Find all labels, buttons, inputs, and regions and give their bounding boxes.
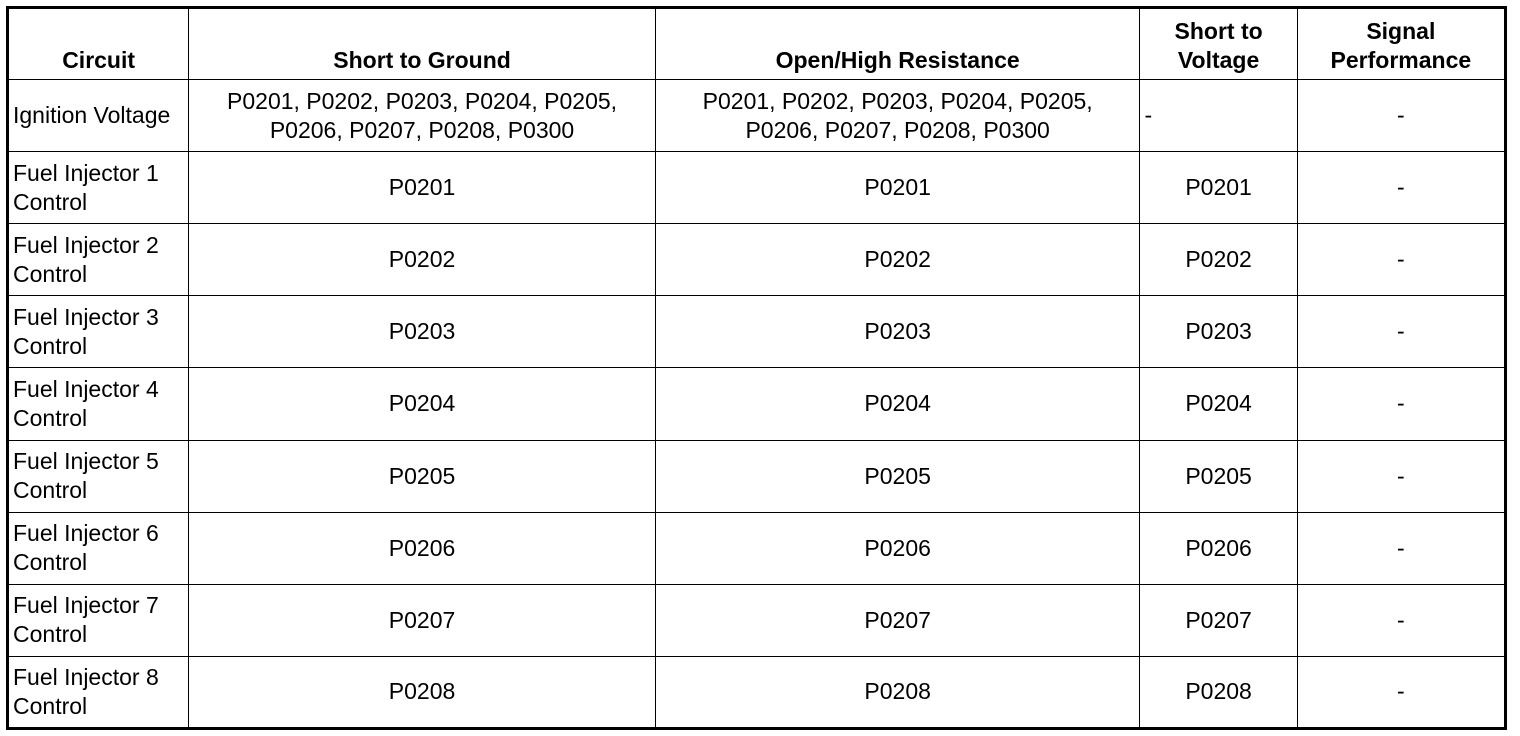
table-row [8,584,1506,656]
circuit-cell: Ignition Voltage [8,80,189,152]
header-circuit: Circuit [8,8,189,80]
short-to-voltage-cell: P0201 [1140,152,1297,224]
circuit-cell: Fuel Injector 1 Control [8,152,189,224]
short-to-ground-cell: P0202 [189,224,656,296]
circuit-cell: Fuel Injector 4 Control [8,368,189,440]
circuit-cell: Fuel Injector 2 Control [8,224,189,296]
circuit-cell: Fuel Injector 6 Control [8,512,189,584]
short-to-ground-cell: P0208 [189,656,656,728]
header-short-to-voltage: Short to Voltage [1140,8,1297,80]
table-row [8,80,1506,152]
open-high-resistance-cell: P0201, P0202, P0203, P0204, P0205, P0206, P0207, P0208, P0300 [655,80,1140,152]
signal-performance-cell: - [1297,296,1505,368]
dtc-table [6,6,1507,730]
short-to-voltage-cell: P0202 [1140,224,1297,296]
short-to-voltage-cell: P0208 [1140,656,1297,728]
short-to-voltage-cell: P0206 [1140,512,1297,584]
short-to-ground-cell: P0203 [189,296,656,368]
signal-performance-cell: - [1297,80,1505,152]
short-to-ground-cell: P0201, P0202, P0203, P0204, P0205, P0206, P0207, P0208, P0300 [189,80,656,152]
open-high-resistance-cell: P0208 [655,656,1140,728]
short-to-voltage-cell: P0205 [1140,440,1297,512]
header-open-high-resistance: Open/High Resistance [655,8,1140,80]
open-high-resistance-cell: P0205 [655,440,1140,512]
table-row [8,152,1506,224]
short-to-ground-cell: P0204 [189,368,656,440]
short-to-ground-cell: P0201 [189,152,656,224]
table-header-row [8,8,1506,80]
signal-performance-cell: - [1297,656,1505,728]
open-high-resistance-cell: P0202 [655,224,1140,296]
circuit-cell: Fuel Injector 7 Control [8,584,189,656]
short-to-voltage-cell: P0207 [1140,584,1297,656]
table-row [8,224,1506,296]
circuit-cell: Fuel Injector 5 Control [8,440,189,512]
table-row [8,512,1506,584]
header-short-to-ground: Short to Ground [189,8,656,80]
open-high-resistance-cell: P0204 [655,368,1140,440]
circuit-cell: Fuel Injector 8 Control [8,656,189,728]
signal-performance-cell: - [1297,152,1505,224]
short-to-voltage-cell: P0203 [1140,296,1297,368]
signal-performance-cell: - [1297,224,1505,296]
signal-performance-cell: - [1297,512,1505,584]
table-row [8,440,1506,512]
table-row [8,368,1506,440]
short-to-voltage-cell: - [1140,80,1297,152]
signal-performance-cell: - [1297,584,1505,656]
circuit-cell: Fuel Injector 3 Control [8,296,189,368]
signal-performance-cell: - [1297,440,1505,512]
open-high-resistance-cell: P0201 [655,152,1140,224]
signal-performance-cell: - [1297,368,1505,440]
open-high-resistance-cell: P0206 [655,512,1140,584]
table-row [8,296,1506,368]
table-row [8,656,1506,728]
short-to-ground-cell: P0206 [189,512,656,584]
short-to-ground-cell: P0207 [189,584,656,656]
header-signal-performance: Signal Performance [1297,8,1505,80]
open-high-resistance-cell: P0203 [655,296,1140,368]
open-high-resistance-cell: P0207 [655,584,1140,656]
short-to-voltage-cell: P0204 [1140,368,1297,440]
short-to-ground-cell: P0205 [189,440,656,512]
